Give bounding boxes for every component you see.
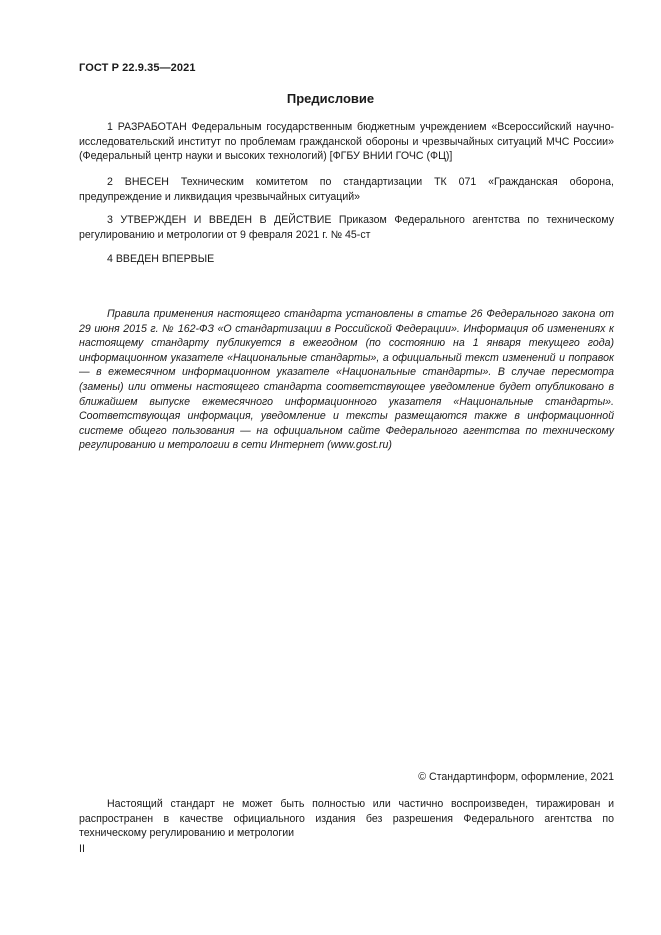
copyright-line: © Стандартинформ, оформление, 2021 xyxy=(418,771,614,783)
preface-item-developed: 1 РАЗРАБОТАН Федеральным государственным бюджетным учреждением «Всероссийский научно-исследовательский институт по проблемам гражданской обороны и чрезвычайных ситуаций МЧС России» (Федеральный центр науки и высоких технологий) [ФГБУ ВНИИ ГОЧС (ФЦ)] xyxy=(79,121,614,162)
preface-item-introduced: 4 ВВЕДЕН ВПЕРВЫЕ xyxy=(107,253,215,265)
rights-notice: Настоящий стандарт не может быть полностью или частично воспроизведен, тиражирован и распространен в качестве официального издания без разрешения Федерального агентства по техническому регулированию и метрологии xyxy=(79,798,614,839)
document-code: ГОСТ Р 22.9.35—2021 xyxy=(79,62,196,74)
page-number: II xyxy=(79,843,85,855)
preface-item-submitted: 2 ВНЕСЕН Техническим комитетом по стандартизации ТК 071 «Гражданская оборона, предупреждение и ликвидация чрезвычайных ситуаций» xyxy=(79,176,614,203)
preface-item-approved: 3 УТВЕРЖДЕН И ВВЕДЕН В ДЕЙСТВИЕ Приказом Федерального агентства по техническому регулированию и метрологии от 9 февраля 2021 г. № 45-ст xyxy=(79,214,614,241)
application-rules-notice: Правила применения настоящего стандарта установлены в статье 26 Федерального закона от 29 июня 2015 г. № 162-ФЗ «О стандартизации в Российской Федерации». Информация об изменениях к настоящему стандарту публикуется в ежегодном (по состоянию на 1 января текущего года) информационном указателе «Национальные стандарты», а официальный текст изменений и поправок — в ежемесячном информационном указателе «Национальные стандарты». В случае пересмотра (замены) или отмены настоящего стандарта соответствующее уведомление будет опубликовано в ближайшем выпуске ежемесячного информационного указателя «Национальные стандарты». Соответствующая информация, уведомление и тексты размещаются также в информационной системе общего пользования — на официальном сайте Федерального агентства по техническому регулированию и метрологии в сети Интернет (www.gost.ru) xyxy=(79,308,614,452)
section-title: Предисловие xyxy=(286,91,375,106)
